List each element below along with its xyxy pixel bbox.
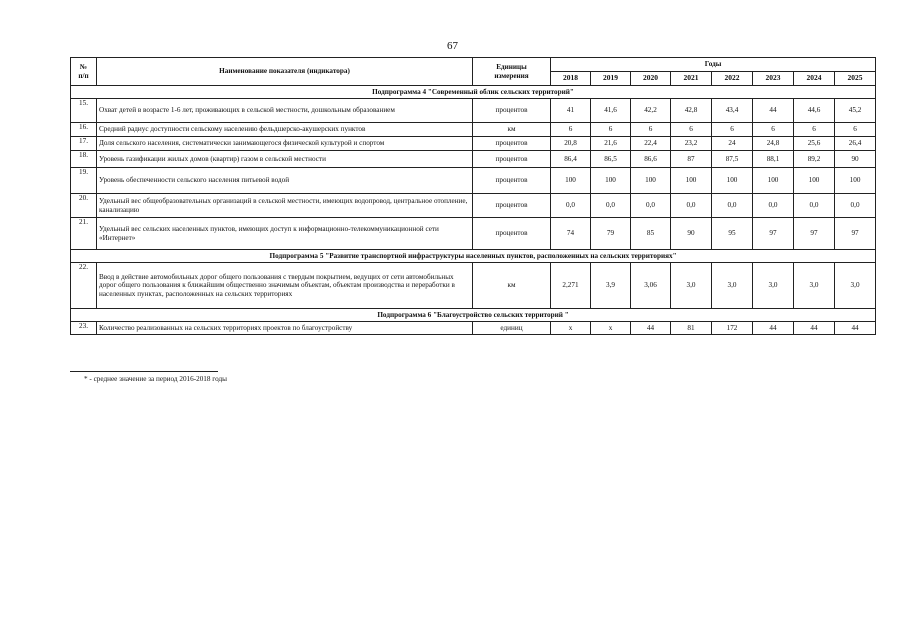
subprogram-5-heading: Подпрограмма 5 "Развитие транспортной инфраструктуры населенных пунктов, расположенных на сельских территориях" — [71, 250, 876, 263]
footnote: * - среднее значение за период 2016-2018 годы — [84, 375, 227, 383]
value-2025: 100 — [835, 168, 876, 194]
value-2020: 100 — [631, 168, 671, 194]
indicator-name: Охват детей в возрасте 1-6 лет, проживающих в сельской местности, дошкольным образованием — [97, 99, 473, 123]
value-2018: 6 — [551, 123, 591, 137]
unit-cell: процентов — [473, 99, 551, 123]
value-2021: 0,0 — [671, 194, 712, 218]
value-2021: 6 — [671, 123, 712, 137]
value-2023: 97 — [753, 218, 794, 250]
value-2022: 24 — [712, 137, 753, 151]
year-2021: 2021 — [671, 72, 712, 86]
unit-cell: единиц — [473, 322, 551, 335]
value-2022: 0,0 — [712, 194, 753, 218]
value-2024: 100 — [794, 168, 835, 194]
value-2023: 0,0 — [753, 194, 794, 218]
value-2025: 44 — [835, 322, 876, 335]
value-2022: 95 — [712, 218, 753, 250]
row-number: 15. — [71, 99, 97, 123]
year-2024: 2024 — [794, 72, 835, 86]
value-2018: 74 — [551, 218, 591, 250]
value-2025: 0,0 — [835, 194, 876, 218]
header-num: № п/п — [71, 58, 97, 86]
unit-cell: км — [473, 263, 551, 309]
table-row — [71, 263, 876, 309]
value-2019: 79 — [591, 218, 631, 250]
subprogram-6-heading: Подпрограмма 6 "Благоустройство сельских территорий " — [71, 309, 876, 322]
value-2023: 24,8 — [753, 137, 794, 151]
row-number: 18. — [71, 151, 97, 168]
value-2018: 41 — [551, 99, 591, 123]
table-row — [71, 99, 876, 123]
header-unit: Единицы измерения — [473, 58, 551, 86]
value-2019: 6 — [591, 123, 631, 137]
unit-cell: процентов — [473, 151, 551, 168]
unit-cell: процентов — [473, 168, 551, 194]
value-2023: 3,0 — [753, 263, 794, 309]
table-row — [71, 123, 876, 137]
value-2021: 23,2 — [671, 137, 712, 151]
value-2025: 26,4 — [835, 137, 876, 151]
value-2020: 22,4 — [631, 137, 671, 151]
indicator-name: Количество реализованных на сельских территориях проектов по благоустройству — [97, 322, 473, 335]
value-2020: 85 — [631, 218, 671, 250]
value-2025: 3,0 — [835, 263, 876, 309]
value-2019: x — [591, 322, 631, 335]
value-2022: 3,0 — [712, 263, 753, 309]
value-2020: 6 — [631, 123, 671, 137]
value-2020: 44 — [631, 322, 671, 335]
value-2025: 45,2 — [835, 99, 876, 123]
value-2023: 44 — [753, 99, 794, 123]
year-2023: 2023 — [753, 72, 794, 86]
value-2019: 41,6 — [591, 99, 631, 123]
value-2023: 100 — [753, 168, 794, 194]
year-2018: 2018 — [551, 72, 591, 86]
row-number: 17. — [71, 137, 97, 151]
row-number: 23. — [71, 322, 97, 335]
table-row — [71, 151, 876, 168]
value-2020: 0,0 — [631, 194, 671, 218]
indicator-name: Уровень обеспеченности сельского населения питьевой водой — [97, 168, 473, 194]
row-number: 16. — [71, 123, 97, 137]
value-2024: 89,2 — [794, 151, 835, 168]
value-2020: 86,6 — [631, 151, 671, 168]
table-row — [71, 168, 876, 194]
value-2021: 42,8 — [671, 99, 712, 123]
value-2023: 44 — [753, 322, 794, 335]
value-2024: 44 — [794, 322, 835, 335]
indicator-name: Уровень газификации жилых домов (квартир) газом в сельской местности — [97, 151, 473, 168]
value-2019: 3,9 — [591, 263, 631, 309]
value-2022: 6 — [712, 123, 753, 137]
value-2022: 100 — [712, 168, 753, 194]
value-2024: 25,6 — [794, 137, 835, 151]
indicator-name: Удельный вес общеобразовательных организаций в сельской местности, имеющих водопровод, центральное отопление, канализацию — [97, 194, 473, 218]
value-2025: 6 — [835, 123, 876, 137]
value-2021: 100 — [671, 168, 712, 194]
value-2022: 43,4 — [712, 99, 753, 123]
value-2023: 6 — [753, 123, 794, 137]
indicator-name: Удельный вес сельских населенных пунктов, имеющих доступ к информационно-телекоммуникационной сети «Интернет» — [97, 218, 473, 250]
value-2020: 42,2 — [631, 99, 671, 123]
subprogram-4-heading: Подпрограмма 4 "Современный облик сельских территорий" — [71, 86, 876, 99]
value-2020: 3,06 — [631, 263, 671, 309]
value-2024: 0,0 — [794, 194, 835, 218]
table-row — [71, 137, 876, 151]
table-row — [71, 322, 876, 335]
value-2018: 20,8 — [551, 137, 591, 151]
value-2024: 44,6 — [794, 99, 835, 123]
value-2021: 87 — [671, 151, 712, 168]
header-name: Наименование показателя (индикатора) — [97, 58, 473, 86]
value-2018: 100 — [551, 168, 591, 194]
row-number: 19. — [71, 168, 97, 194]
indicators-table — [70, 57, 876, 335]
value-2023: 88,1 — [753, 151, 794, 168]
table-row — [71, 194, 876, 218]
row-number: 21. — [71, 218, 97, 250]
year-2025: 2025 — [835, 72, 876, 86]
unit-cell: процентов — [473, 137, 551, 151]
table-row — [71, 218, 876, 250]
value-2018: 2,271 — [551, 263, 591, 309]
value-2021: 3,0 — [671, 263, 712, 309]
value-2018: x — [551, 322, 591, 335]
indicator-name: Средний радиус доступности сельскому населению фельдшерско-акушерских пунктов — [97, 123, 473, 137]
value-2018: 86,4 — [551, 151, 591, 168]
value-2024: 3,0 — [794, 263, 835, 309]
year-2022: 2022 — [712, 72, 753, 86]
value-2018: 0,0 — [551, 194, 591, 218]
row-number: 22. — [71, 263, 97, 309]
value-2019: 86,5 — [591, 151, 631, 168]
table-body — [71, 86, 876, 335]
footnote-divider — [70, 371, 218, 372]
unit-cell: км — [473, 123, 551, 137]
value-2019: 0,0 — [591, 194, 631, 218]
value-2019: 100 — [591, 168, 631, 194]
unit-cell: процентов — [473, 218, 551, 250]
value-2019: 21,6 — [591, 137, 631, 151]
value-2022: 87,5 — [712, 151, 753, 168]
header-years: Годы — [551, 58, 876, 72]
unit-cell: процентов — [473, 194, 551, 218]
value-2021: 81 — [671, 322, 712, 335]
value-2025: 90 — [835, 151, 876, 168]
indicator-name: Доля сельского населения, систематически занимающегося физической культурой и спортом — [97, 137, 473, 151]
value-2024: 97 — [794, 218, 835, 250]
indicator-name: Ввод в действие автомобильных дорог общего пользования с твердым покрытием, ведущих от сети автомобильных дорог общего пользования к ближайшим общественно значимым объектам, объектам производства и переработки в населенных пунктах, расположенных на сельских территориях — [97, 263, 473, 309]
page-number: 67 — [447, 40, 458, 52]
value-2021: 90 — [671, 218, 712, 250]
year-2019: 2019 — [591, 72, 631, 86]
value-2025: 97 — [835, 218, 876, 250]
year-2020: 2020 — [631, 72, 671, 86]
value-2022: 172 — [712, 322, 753, 335]
value-2024: 6 — [794, 123, 835, 137]
row-number: 20. — [71, 194, 97, 218]
